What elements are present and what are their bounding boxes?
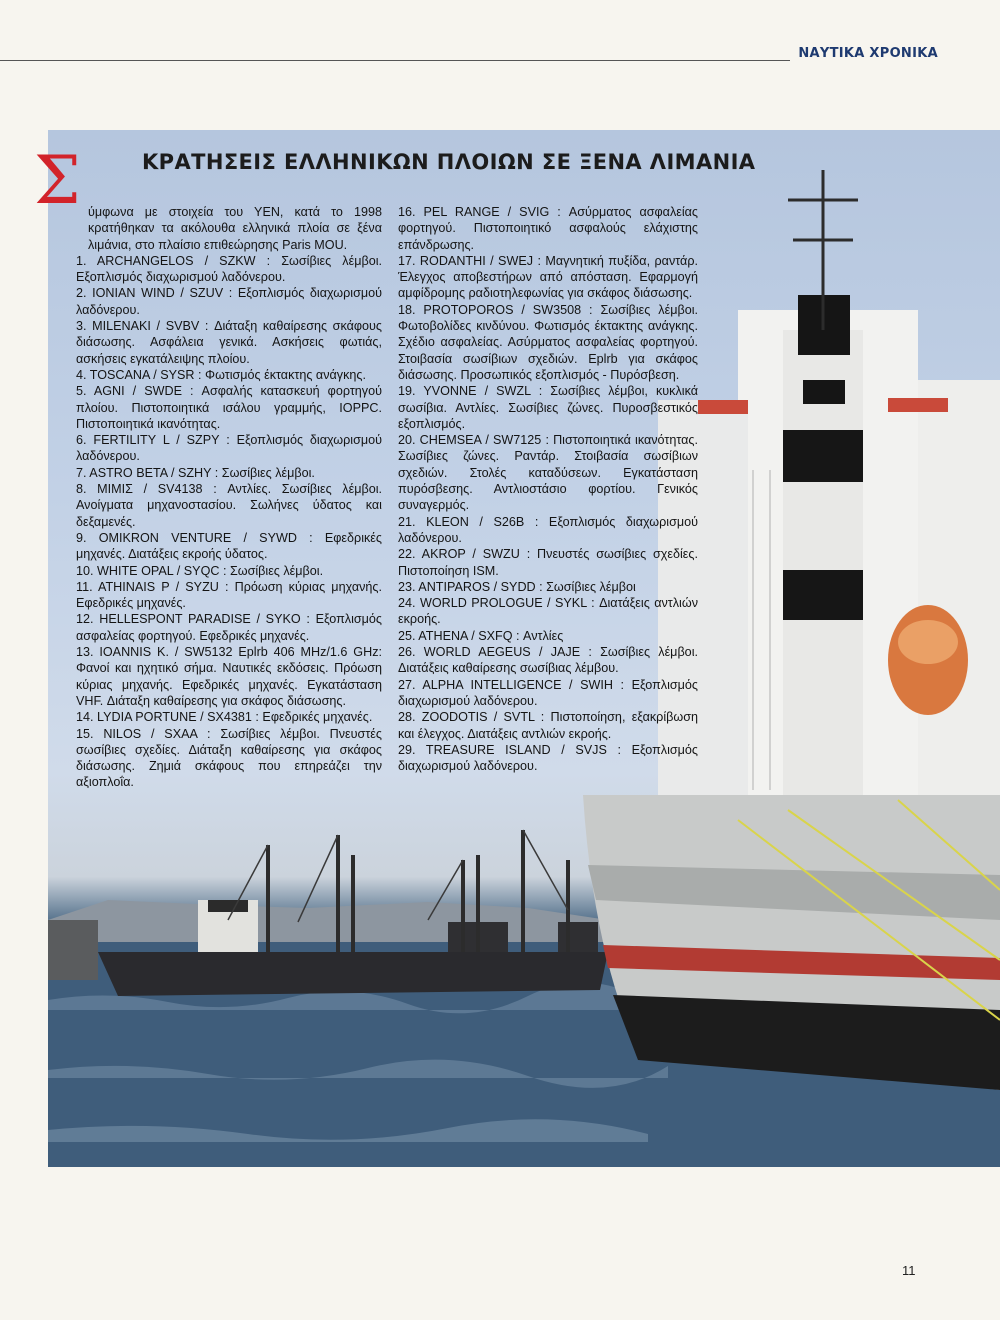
list-item: 16. PEL RANGE / SVIG : Ασύρματος ασφαλείας φορτηγού. Πιστοποιητικό ασφαλούς ελάχιστης επάνδρωσης. — [398, 205, 698, 252]
list-item: 12. HELLESPONT PARADISE / SYKO : Εξοπλισμός ασφαλείας φορτηγού. Εφεδρικές μηχανές. — [76, 612, 382, 643]
list-item: 26. WORLD AEGEUS / JAJE : Σωσίβιες λέμβοι. Διατάξεις καθαίρεσης σωσίβιας λέμβου. — [398, 645, 698, 676]
list-item: 29. TREASURE ISLAND / SVJS : Εξοπλισμός διαχωρισμού λαδόνερου. — [398, 742, 698, 774]
list-item: 19. YVONNE / SWZL : Σωσίβιες λέμβοι, κυκλικά σωσίβια. Αντλίες. Σωσίβιες ζώνες. Πυροσβεστικός εξοπλισμός. — [398, 384, 698, 431]
list-item: 27. ALPHA INTELLIGENCE / SWIH : Εξοπλισμός διαχωρισμού λαδόνερου. — [398, 677, 698, 708]
cargo-ship-hull — [98, 952, 608, 996]
list-item: 3. MILENAKI / SVBV : Διάταξη καθαίρεσης σκάφους διάσωσης. Ασφάλεια γενικά. Ασκήσεις φωτιάς, ασκήσεις εγκατάλειψης πλοίου. — [76, 319, 382, 366]
dropcap-sigma: Σ — [34, 142, 81, 219]
list-item: 9. OMIKRON VENTURE / SYWD : Εφεδρικές μηχανές. Διατάξεις εκροής ύδατος. — [76, 530, 382, 562]
list-item: 10. WHITE OPAL / SYQC : Σωσίβιες λέμβοι. — [76, 563, 324, 578]
list-item: 22. AKROP / SWZU : Πνευστές σωσίβιες σχεδίες. Πιστοποίηση ISM. — [398, 547, 698, 578]
list-item: 28. ZOODOTIS / SVTL : Πιστοποίηση, εξακρίβωση και έλεγχος. Διατάξεις αντλιών εκροής. — [398, 710, 698, 741]
list-item: 8. MIMIΣ / SV4138 : Αντλίες. Σωσίβιες λέμβοι. Ανοίγματα μηχανοστασίου. Σωλήνες ύδατος και δεξαμενές. — [76, 482, 382, 529]
list-item: 14. LYDIA PORTUNE / SX4381 : Εφεδρικές μηχανές. — [76, 710, 373, 725]
list-item: 4. TOSCANA / SYSR : Φωτισμός έκτακτης ανάγκης. — [76, 367, 366, 382]
article-column-right — [398, 204, 698, 774]
article-headline: ΚΡΑΤΗΣΕΙΣ ΕΛΛΗΝΙΚΩΝ ΠΛΟΙΩΝ ΣΕ ΞΕΝΑ ΛΙΜΑΝΙΑ — [142, 150, 756, 174]
list-item: 20. CHEMSEA / SW7125 : Πιστοποιητικά ικανότητας. Σωσίβιες ζώνες. Ραντάρ. Στοιβασία σωσίβιων σχεδιών. Στολές καταδύσεων. Εγκατάσταση πυρόσβεσης. Αντλιοστάσιο φορτίου. Γενικός συναγερμός. — [398, 433, 698, 513]
article-column-left — [76, 204, 382, 791]
section-title: ΝΑΥΤΙΚΑ ΧΡΟΝΙΚΑ — [798, 46, 938, 61]
list-item: 17. RODANTHI / SWEJ : Μαγνητική πυξίδα, ραντάρ. Έλεγχος αποβεστήρων από απόσταση. Εφαρμογή αμφίδρομης ραδιοτηλεφωνίας για σκάφος διάσωσης. — [398, 253, 698, 301]
list-item: 18. PROTOPOROS / SW3508 : Σωσίβιες λέμβοι. Φωτοβολίδες κινδύνου. Φωτισμός έκτακτης ανάγκης. Σχέδιο ασφαλείας. Ασύρματος ασφαλείας φορτηγού. Στοιβασία σωσίβιων σχεδιών. Eplrb για σκάφος διάσωσης. Προσωπικός εξοπλισμός - Πυρόσβεση. — [398, 302, 698, 382]
list-item: 1. ARCHANGELOS / SZKW : Σωσίβιες λέμβοι. Εξοπλισμός διαχωρισμού λαδόνερου. — [76, 253, 382, 285]
list-item: 25. ATHENA / SXFQ : Αντλίες — [398, 628, 564, 643]
list-item: 21. KLEON / S26B : Εξοπλισμός διαχωρισμού λαδόνερου. — [398, 514, 698, 545]
list-item: 23. ANTIPAROS / SYDD : Σωσίβιες λέμβοι — [398, 579, 636, 594]
list-item: 24. WORLD PROLOGUE / SYKL : Διατάξεις αντλιών εκροής. — [398, 596, 698, 627]
article-intro: ύμφωνα με στοιχεία του ΥΕΝ, κατά το 1998 κρατήθηκαν τα ακόλουθα ελληνικά πλοία σε ξένα λιμάνια, στο πλαίσιο επιθεώρησης Paris MOU. — [88, 205, 382, 252]
list-item: 2. IONIAN WIND / SZUV : Εξοπλισμός διαχωρισμού λαδόνερου. — [76, 286, 382, 317]
list-item: 15. NILOS / SXAA : Σωσίβιες λέμβοι. Πνευστές σωσίβιες σχεδίες. Διάταξη καθαίρεσης για σκάφος διάσωσης. Ζημιά σκάφους που επηρεάζει την αξιοπλοΐα. — [76, 726, 382, 790]
list-item: 7. ASTRO BETA / SZHY : Σωσίβιες λέμβοι. — [76, 465, 315, 480]
list-item: 11. ATHINAIS P / SYZU : Πρόωση κύριας μηχανής. Εφεδρικές μηχανές. — [76, 579, 382, 611]
list-item: 13. IOANNIS K. / SW5132 Eplrb 406 MHz/1.6 GHz: Φανοί και ηχητικό σήμα. Ναυτικές εκδόσεις. Πρόωση κύριας μηχανής. Εφεδρικές μηχανές. Εγκατάσταση VHF. Διάταξη καθαίρεσης για σκάφος διάσωσης. — [76, 645, 382, 708]
header-rule — [0, 60, 790, 61]
list-item: 5. AGNI / SWDE : Ασφαλής κατασκευή φορτηγού πλοίου. Πιστοποιητικά ισάλου γραμμής, IOPPC. Πιστοποιητικά ικανότητας. — [76, 384, 382, 431]
page-number: 11 — [902, 1263, 916, 1278]
list-item: 6. FERTILITY L / SZPY : Εξοπλισμός διαχωρισμού λαδόνερου. — [76, 433, 382, 464]
